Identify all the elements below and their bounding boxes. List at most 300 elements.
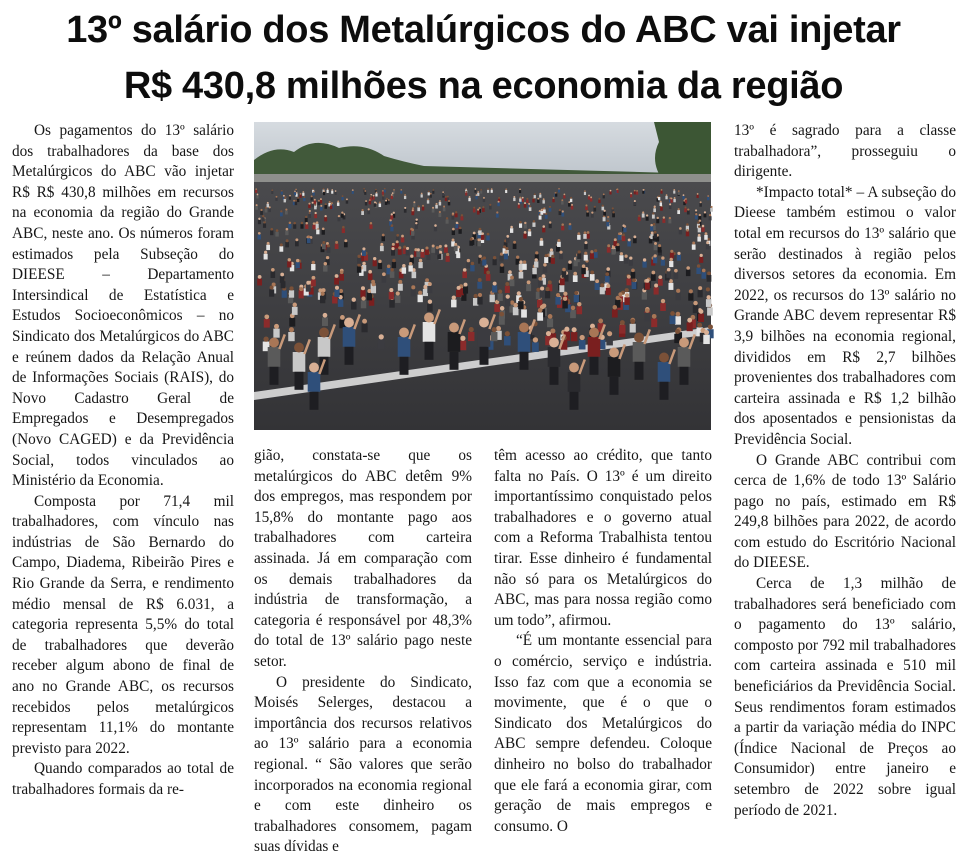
crowd-head [667,268,671,272]
crowd-person [542,200,544,203]
crowd-head [445,196,447,198]
crowd-person [281,192,283,195]
crowd-person [413,203,416,207]
crowd-photo [254,122,711,430]
crowd-head [452,213,454,215]
crowd-head [524,231,527,234]
crowd-person [627,241,631,246]
crowd-person [522,264,526,270]
crowd-person [332,296,337,304]
crowd-person [559,285,564,292]
crowd-head [313,191,315,193]
crowd-head [425,278,429,282]
crowd-head [478,278,482,282]
crowd-head [467,259,470,262]
crowd-head [658,275,662,279]
crowd-person [411,289,416,296]
crowd-person [584,255,588,261]
crowd-person [695,215,698,219]
crowd-person [662,219,665,223]
crowd-person [528,231,531,236]
crowd-person [295,202,297,206]
crowd-person [468,332,474,341]
crowd-person [477,211,480,215]
crowd-head [654,242,657,245]
crowd-person [365,202,367,206]
crowd-person [427,286,432,293]
crowd-head [387,265,391,269]
crowd-person [314,214,317,218]
crowd-head [303,196,305,198]
crowd-head [654,206,656,208]
crowd-head [634,333,644,343]
crowd-person [496,214,499,218]
crowd-person [275,198,277,201]
crowd-person [534,261,538,267]
crowd-head [669,203,671,205]
crowd-person [576,306,582,314]
crowd-person [505,299,510,307]
crowd-person [434,227,437,232]
crowd-head [643,258,646,261]
crowd-head [306,281,310,285]
crowd-legs [660,382,669,400]
crowd-head [650,224,653,227]
crowd-head [340,270,344,274]
crowd-person [656,219,659,223]
crowd-person [311,197,313,200]
crowd-head [312,188,314,190]
crowd-person [545,215,548,219]
road [254,182,711,430]
crowd-head [652,212,654,214]
crowd-person [337,217,340,221]
crowd-head [500,306,505,311]
crowd-person [544,257,548,263]
crowd-person [585,206,588,210]
crowd-legs [610,377,619,395]
crowd-head [469,196,471,198]
crowd-head [411,285,415,289]
crowd-head [700,201,702,203]
crowd-head [409,262,412,265]
crowd-person [316,224,319,228]
crowd-person [658,197,660,200]
crowd-head [654,254,657,257]
crowd-person [642,262,646,268]
crowd-person [395,295,400,303]
crowd-person [455,224,458,229]
crowd-person [679,230,682,235]
crowd-head [559,251,562,254]
crowd-head [264,251,267,254]
crowd-head [446,253,449,256]
crowd-person [510,228,513,233]
crowd-person [706,299,711,307]
crowd-person [494,304,500,312]
headline-line-2: R$ 430,8 milhões na economia da região [123,65,844,107]
crowd-person [443,207,446,211]
crowd-person [570,310,576,318]
crowd-person [595,283,600,290]
crowd-person [549,208,552,212]
crowd-person [418,262,422,268]
crowd-head [365,200,367,202]
crowd-head [399,328,409,338]
crowd-person [534,195,536,198]
crowd-head [439,245,442,248]
crowd-person [448,332,461,352]
crowd-person [619,255,623,261]
crowd-person [460,341,467,351]
crowd-person [308,372,321,392]
crowd-head [331,189,333,191]
crowd-head [549,206,551,208]
crowd-person [456,290,461,297]
crowd-person [616,246,620,251]
crowd-person [266,245,270,250]
crowd-person [402,267,406,273]
crowd-person [389,292,394,299]
crowd-head [557,239,560,242]
crowd-person [382,192,384,195]
crowd-person [552,199,554,202]
crowd-person [519,223,522,227]
crowd-head [312,261,315,264]
crowd-head [391,224,394,227]
crowd-person [658,362,671,382]
crowd-head [479,228,482,231]
crowd-head [707,271,711,275]
crowd-head [455,211,457,213]
crowd-head [415,218,417,220]
crowd-person [382,276,387,283]
crowd-head [300,193,302,195]
crowd-head [436,203,438,205]
crowd-person [542,228,545,233]
paragraph: O Grande ABC contribui com cerca de 1,6% de todo 13º Salário pago no país, estimado em R$ 249,8 bilhões para 2022, de acordo com estudo do Escritório Nacional do DIEESE. [734,451,956,572]
paragraph: Cerca de 1,3 milhão de trabalhadores será beneficiado com o pagamento do 13º salário, composto por 792 mil trabalhadores com carteira assinada e 510 mil beneficiários da Previdência Social. Seus rendimentos foram estimados a partir da variação média do INPC (Índice Nacional de Preços ao Consumidor) entre janeiro e setembro de 2022 sobre igual período de 2021. [734,575,956,819]
crowd-head [311,195,313,197]
crowd-person [264,319,270,328]
crowd-head [620,320,625,325]
crowd-head [469,327,474,332]
crowd-head [479,255,482,258]
crowd-head [396,240,399,243]
crowd-head [505,188,507,190]
crowd-head [374,201,376,203]
crowd-person [391,196,393,199]
crowd-head [541,209,543,211]
crowd-head [368,208,370,210]
crowd-head [609,348,619,358]
crowd-person [380,246,384,251]
crowd-person [606,288,611,295]
crowd-head [568,260,571,263]
crowd-head [630,319,635,324]
crowd-person [606,222,609,226]
crowd-head [612,246,615,249]
crowd-person [603,195,605,198]
crowd-head [633,235,636,238]
crowd-head [370,196,372,198]
crowd-person [313,192,315,195]
crowd-head [267,242,270,245]
crowd-head [661,189,663,191]
crowd-head [263,337,268,342]
crowd-head [313,222,315,224]
crowd-person [500,267,504,273]
crowd-head [505,331,510,336]
crowd-person [490,295,495,303]
crowd-person [618,235,621,240]
crowd-head [293,222,295,224]
crowd-person [260,211,263,215]
crowd-head [486,271,490,275]
crowd-person [686,231,689,236]
crowd-person [617,190,619,193]
crowd-head [297,197,299,199]
crowd-head [657,217,659,219]
crowd-head [398,246,401,249]
crowd-head [563,194,565,196]
crowd-head [264,314,269,319]
crowd-head [543,207,545,209]
crowd-person [264,254,268,260]
crowd-head [585,204,587,206]
crowd-head [427,198,429,200]
crowd-person [367,293,372,300]
crowd-person [398,337,411,357]
crowd-person [624,297,629,305]
crowd-head [361,286,365,290]
crowd-head [602,205,604,207]
crowd-person [288,332,294,341]
crowd-person [400,191,402,194]
crowd-head [487,188,489,190]
crowd-person [593,208,596,212]
crowd-person [362,250,366,256]
crowd-head [480,189,482,191]
crowd-person [682,196,684,199]
crowd-head [476,194,478,196]
crowd-head [314,199,316,201]
crowd-head [270,285,274,289]
crowd-head [548,280,552,284]
crowd-person [432,191,434,194]
crowd-person [524,204,527,208]
crowd-person [269,289,274,296]
crowd-person [360,290,365,297]
crowd-person [558,190,560,193]
crowd-head [670,258,673,261]
crowd-person [445,198,447,201]
crowd-head [280,243,283,246]
crowd-person [538,280,543,287]
crowd-head [385,200,387,202]
crowd-head [506,294,510,298]
crowd-person [364,192,366,195]
crowd-head [704,330,709,335]
crowd-head [666,194,668,196]
crowd-person [421,194,423,197]
crowd-person [481,235,484,240]
crowd-head [309,210,311,212]
crowd-head [492,327,497,332]
crowd-head [516,256,519,259]
crowd-person [417,207,420,211]
crowd-legs [400,357,409,375]
crowd-head [564,327,569,332]
crowd-head [443,206,445,208]
crowd-person [438,213,441,217]
crowd-person [367,210,370,214]
crowd-head [598,198,600,200]
crowd-person [539,215,542,219]
crowd-head [570,197,572,199]
crowd-head [700,254,703,257]
crowd-head [281,190,283,192]
crowd-head [551,255,554,258]
crowd-person [504,254,508,260]
crowd-head [519,188,521,190]
crowd-person [448,202,450,206]
crowd-photo-illustration [254,122,711,430]
crowd-head [307,235,310,238]
crowd-head [352,298,356,302]
crowd-person [603,217,606,221]
crowd-person [709,216,712,220]
crowd-head [323,188,325,190]
crowd-person [545,291,550,298]
crowd-person [543,209,546,213]
crowd-person [392,262,396,268]
crowd-head [378,260,381,263]
crowd-person [631,272,636,279]
crowd-head [577,232,580,235]
crowd-head [327,244,330,247]
crowd-head [670,250,673,253]
crowd-person [677,255,681,261]
crowd-head [499,312,504,317]
crowd-person [468,198,470,201]
crowd-head [302,191,304,193]
crowd-person [588,337,601,357]
crowd-head [295,238,298,241]
crowd-head [415,222,417,224]
crowd-person [300,224,303,229]
crowd-head [382,190,384,192]
crowd-person [568,372,581,392]
crowd-legs [480,347,489,365]
crowd-person [324,217,327,221]
crowd-head [255,188,257,190]
crowd-head [629,256,632,259]
crowd-head [535,258,538,261]
crowd-head [396,291,400,295]
crowd-head [505,282,509,286]
crowd-head [697,193,699,195]
crowd-head [587,210,589,212]
crowd-head [449,323,459,333]
crowd-person [707,275,712,282]
crowd-head [706,287,710,291]
crowd-legs [295,372,304,390]
crowd-person [612,213,615,217]
crowd-head [289,327,294,332]
crowd-person [271,191,273,194]
paragraph: 13º é sagrado para a classe trabalhadora”, prosseguiu o dirigente. [734,122,956,181]
crowd-person [540,290,545,297]
crowd-person [519,190,521,193]
crowd-person [540,241,544,246]
crowd-person [704,235,707,240]
crowd-head [362,247,365,250]
crowd-person [579,340,586,350]
crowd-head [432,207,434,209]
crowd-person [526,200,528,203]
crowd-head [382,272,386,276]
crowd-head [542,274,546,278]
crowd-head [379,334,384,339]
crowd-head [299,287,303,291]
crowd-person [584,244,588,249]
crowd-person [661,260,665,266]
crowd-person [273,329,279,338]
crowd-legs [520,352,529,370]
crowd-person [478,230,481,235]
crowd-head [475,188,477,190]
crowd-person [673,191,675,194]
crowd-head [699,214,701,216]
article-column-2 [254,446,472,856]
crowd-person [710,208,713,212]
crowd-person [368,273,373,280]
crowd-person [308,214,311,218]
crowd-head [315,212,317,214]
crowd-person [556,246,560,251]
crowd-head [695,209,697,211]
crowd-person [583,234,586,239]
crowd-legs [310,392,319,410]
crowd-person [423,289,428,296]
crowd-head [369,199,371,201]
crowd-head [386,198,388,200]
crowd-person [590,198,592,201]
crowd-head [342,226,345,229]
crowd-head [630,192,632,194]
crowd-head [677,252,680,255]
crowd-person [381,236,385,241]
crowd-head [305,216,307,218]
crowd-head [322,241,325,244]
crowd-head [309,363,319,373]
crowd-person [549,224,552,228]
crowd-head [661,299,665,303]
crowd-head [474,294,478,298]
crowd-person [629,260,633,266]
crowd-person [600,287,605,294]
crowd-head [446,217,448,219]
crowd-person [701,272,706,279]
crowd-head [584,252,587,255]
crowd-person [284,199,286,202]
crowd-person [374,203,377,207]
crowd-person [612,309,618,317]
crowd-head [290,286,294,290]
crowd-legs [450,352,459,370]
crowd-person [342,228,345,233]
